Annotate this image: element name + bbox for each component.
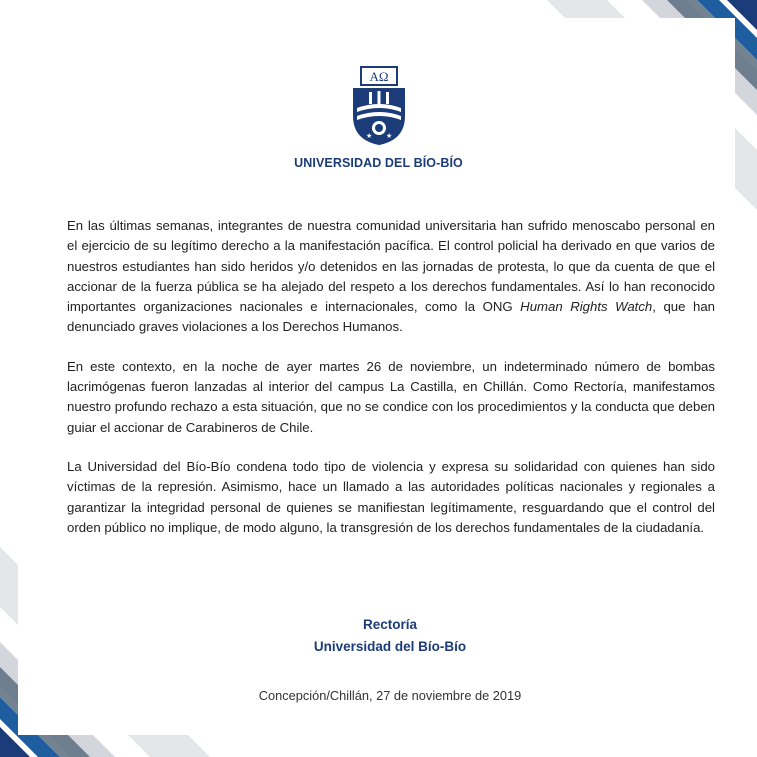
university-logo	[0, 66, 757, 170]
crest-letters: AΩ	[368, 69, 389, 84]
university-crest-icon	[351, 66, 407, 146]
svg-text:★: ★	[385, 132, 392, 140]
paragraph-2: En este contexto, en la noche de ayer martes 26 de noviembre, un indeterminado número de bombas lacrimógenas fueron lanzadas al interior del campus La Castilla, en Chillán. Como Rectoría, manifestamos nuestro profundo rechazo a esta situación, que no se condice con los procedimientos y la conducta que deben guiar el accionar de Carabineros de Chile.	[67, 358, 715, 435]
signature-institution: Universidad del Bío-Bío	[313, 639, 467, 654]
paragraph-3: La Universidad del Bío-Bío condena todo tipo de violencia y expresa su solidaridad con quienes han sido víctimas de la represión. Asimismo, hace un llamado a las autoridades políticas nacionales y regionales a garantizar la integridad personal de quienes se manifiestan legítimamente, resguardando que el control del orden público no implique, de modo alguno, la transgresión de los derechos fundamentales de la ciudadanía.	[67, 458, 715, 535]
svg-text:★: ★	[365, 132, 372, 140]
paragraph-1: En las últimas semanas, integrantes de nuestra comunidad universitaria han sufrido menoscabo personal en el ejercicio de su legítimo derecho a la manifestación pacífica. El control policial ha derivado en que varios de nuestros estudiantes han sido heridos y/o detenidos en las jornadas de protesta, lo que da cuenta de que el accionar de la fuerza pública se ha alejado del respeto a los derechos fundamentales. Así lo han reconocido importantes organizaciones nacionales e internacionales, como la ONG Human Rights Watch, que han denunciado graves violaciones a los Derechos Humanos.	[67, 218, 715, 335]
university-name: UNIVERSIDAD DEL BÍO-BÍO	[294, 156, 463, 170]
signature-office: Rectoría	[362, 617, 418, 632]
statement-body	[67, 216, 715, 557]
place-and-date: Concepción/Chillán, 27 de noviembre de 2019	[258, 688, 522, 703]
ngo-name: Human Rights Watch	[520, 299, 653, 315]
